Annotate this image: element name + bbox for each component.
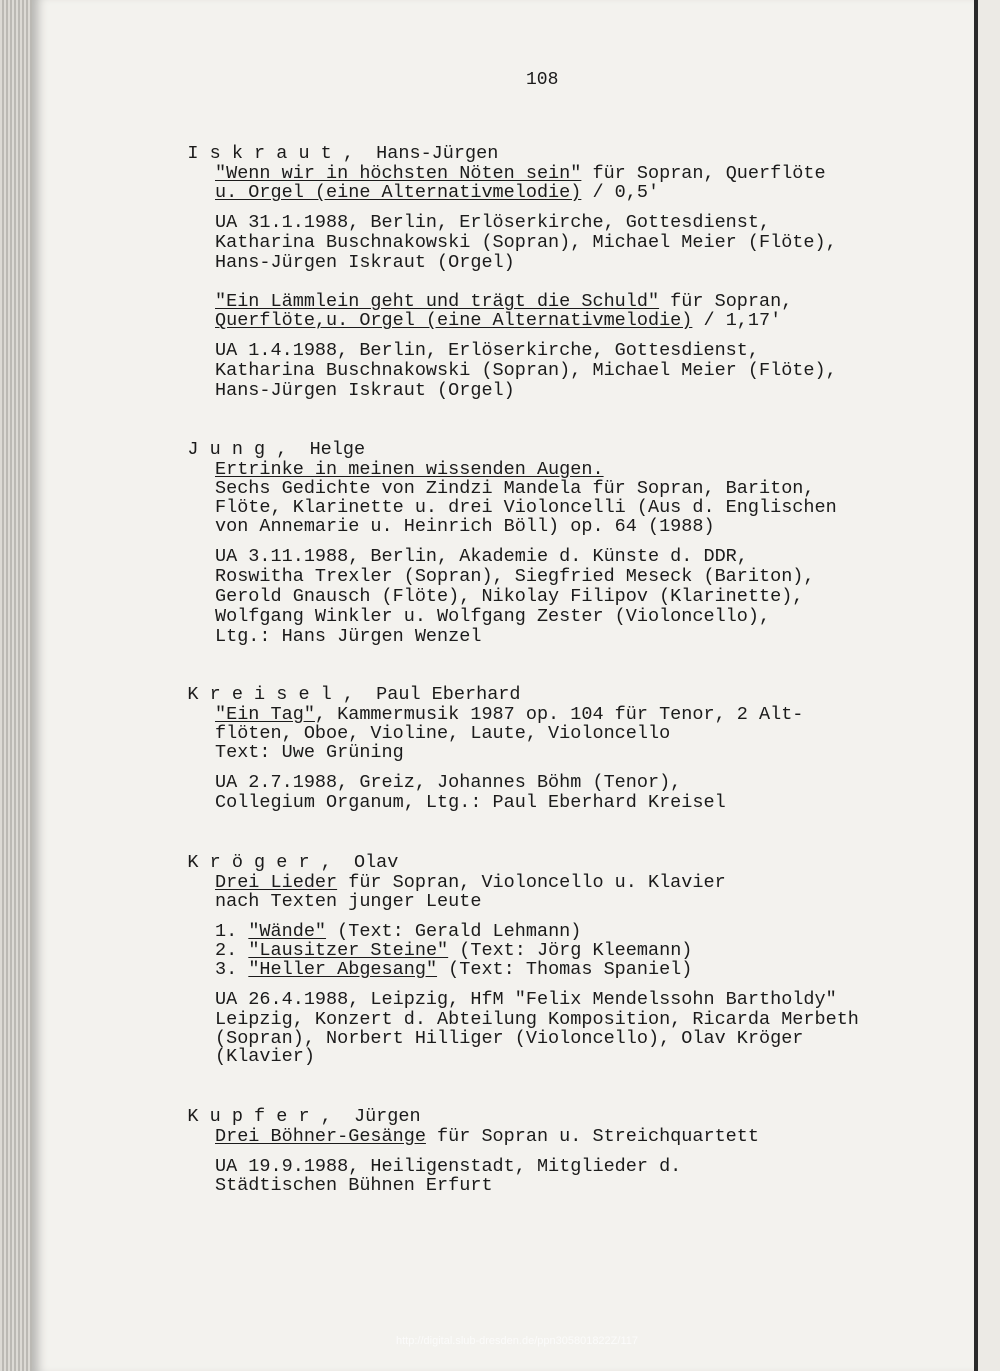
composer-surname: K r e i s e l , <box>187 684 354 705</box>
performance-line: Hans-Jürgen Iskraut (Orgel) <box>215 380 515 401</box>
work-title-line: "Ein Lämmlein geht und trägt die Schuld" für Sopran, <box>215 291 793 312</box>
work-title: Drei Böhner-Gesänge <box>215 1126 426 1147</box>
composer-given-name: Helge <box>309 439 366 460</box>
work-title: "Wenn wir in höchsten Nöten sein" <box>215 163 582 184</box>
work-description-line: Sechs Gedichte von Zindzi Mandela für Sopran, Bariton, <box>215 478 815 499</box>
performance-line: Wolfgang Winkler u. Wolfgang Zester (Violoncello), <box>215 606 771 627</box>
performance-line: Städtischen Bühnen Erfurt <box>215 1175 493 1196</box>
performance-line: Katharina Buschnakowski (Sopran), Michael Meier (Flöte), <box>215 232 837 253</box>
work-title: Ertrinke in meinen wissenden Augen. <box>215 459 604 480</box>
source-url[interactable]: http://digital.slub-dresden.de/ppn305801822Z/117 <box>396 1335 638 1347</box>
page-number: 108 <box>526 70 559 90</box>
performance-line: Katharina Buschnakowski (Sopran), Michael Meier (Flöte), <box>215 360 837 381</box>
work-title: "Ein Tag" <box>215 704 315 725</box>
performance-line: Roswitha Trexler (Sopran), Siegfried Meseck (Bariton), <box>215 566 815 587</box>
composer-given-name: Olav <box>353 852 399 873</box>
page-right-edge <box>974 0 1000 1371</box>
composer-surname: I s k r a u t , <box>187 143 354 164</box>
composer-given-name: Jürgen <box>353 1106 421 1127</box>
song-item: 3. "Heller Abgesang" (Text: Thomas Spaniel) <box>215 959 693 980</box>
performance-line: Gerold Gnausch (Flöte), Nikolay Filipov (Klarinette), <box>215 586 804 607</box>
performance-line: Leipzig, Konzert d. Abteilung Komposition, Ricarda Merbeth <box>215 1009 859 1030</box>
work-description-line: Text: Uwe Grüning <box>215 742 404 763</box>
composer-given-name: Hans-Jürgen <box>376 143 499 164</box>
performance-line: UA 19.9.1988, Heiligenstadt, Mitglieder d. <box>215 1156 682 1177</box>
work-description-line: Flöte, Klarinette u. drei Violoncelli (Aus d. Englischen <box>215 497 837 518</box>
song-item: 1. "Wände" (Text: Gerald Lehmann) <box>215 921 582 942</box>
performance-line: Ltg.: Hans Jürgen Wenzel <box>215 626 482 647</box>
performance-line: UA 31.1.1988, Berlin, Erlöserkirche, Gottesdienst, <box>215 212 771 233</box>
performance-line: (Klavier) <box>215 1046 315 1067</box>
work-title-line: u. Orgel (eine Alternativmelodie) / 0,5' <box>215 182 660 203</box>
performance-line: UA 3.11.1988, Berlin, Akademie d. Künste d. DDR, <box>215 546 748 567</box>
composer-given-name: Paul Eberhard <box>376 684 521 705</box>
work-title-line: Drei Böhner-Gesänge für Sopran u. Streichquartett <box>215 1126 759 1147</box>
work-title-line: "Wenn wir in höchsten Nöten sein" für Sopran, Querflöte <box>215 163 826 184</box>
work-description-line: von Annemarie u. Heinrich Böll) op. 64 (1988) <box>215 516 715 537</box>
performance-line: Hans-Jürgen Iskraut (Orgel) <box>215 252 515 273</box>
work-description-line: flöten, Oboe, Violine, Laute, Violoncello <box>215 723 671 744</box>
page-stack-edge <box>0 0 32 1371</box>
work-title: "Ein Lämmlein geht und trägt die Schuld" <box>215 291 660 312</box>
work-title-line: Drei Lieder für Sopran, Violoncello u. Klavier <box>215 872 726 893</box>
song-item: 2. "Lausitzer Steine" (Text: Jörg Kleemann) <box>215 940 693 961</box>
work-title-line: Querflöte,u. Orgel (eine Alternativmelodie) / 1,17' <box>215 310 782 331</box>
performance-line: UA 2.7.1988, Greiz, Johannes Böhm (Tenor), <box>215 772 682 793</box>
document-page <box>32 0 974 1371</box>
performance-line: Collegium Organum, Ltg.: Paul Eberhard Kreisel <box>215 792 726 813</box>
work-description-line: nach Texten junger Leute <box>215 891 482 912</box>
performance-line: (Sopran), Norbert Hilliger (Violoncello), Olav Kröger <box>215 1028 804 1049</box>
work-title-line: "Ein Tag", Kammermusik 1987 op. 104 für Tenor, 2 Alt- <box>215 704 804 725</box>
composer-surname: K u p f e r , <box>187 1106 332 1127</box>
work-title: Drei Lieder <box>215 872 338 893</box>
performance-line: UA 26.4.1988, Leipzig, HfM "Felix Mendelssohn Bartholdy" <box>215 989 837 1010</box>
composer-surname: J u n g , <box>187 439 288 460</box>
performance-line: UA 1.4.1988, Berlin, Erlöserkirche, Gottesdienst, <box>215 340 759 361</box>
composer-surname: K r ö g e r , <box>187 852 332 873</box>
